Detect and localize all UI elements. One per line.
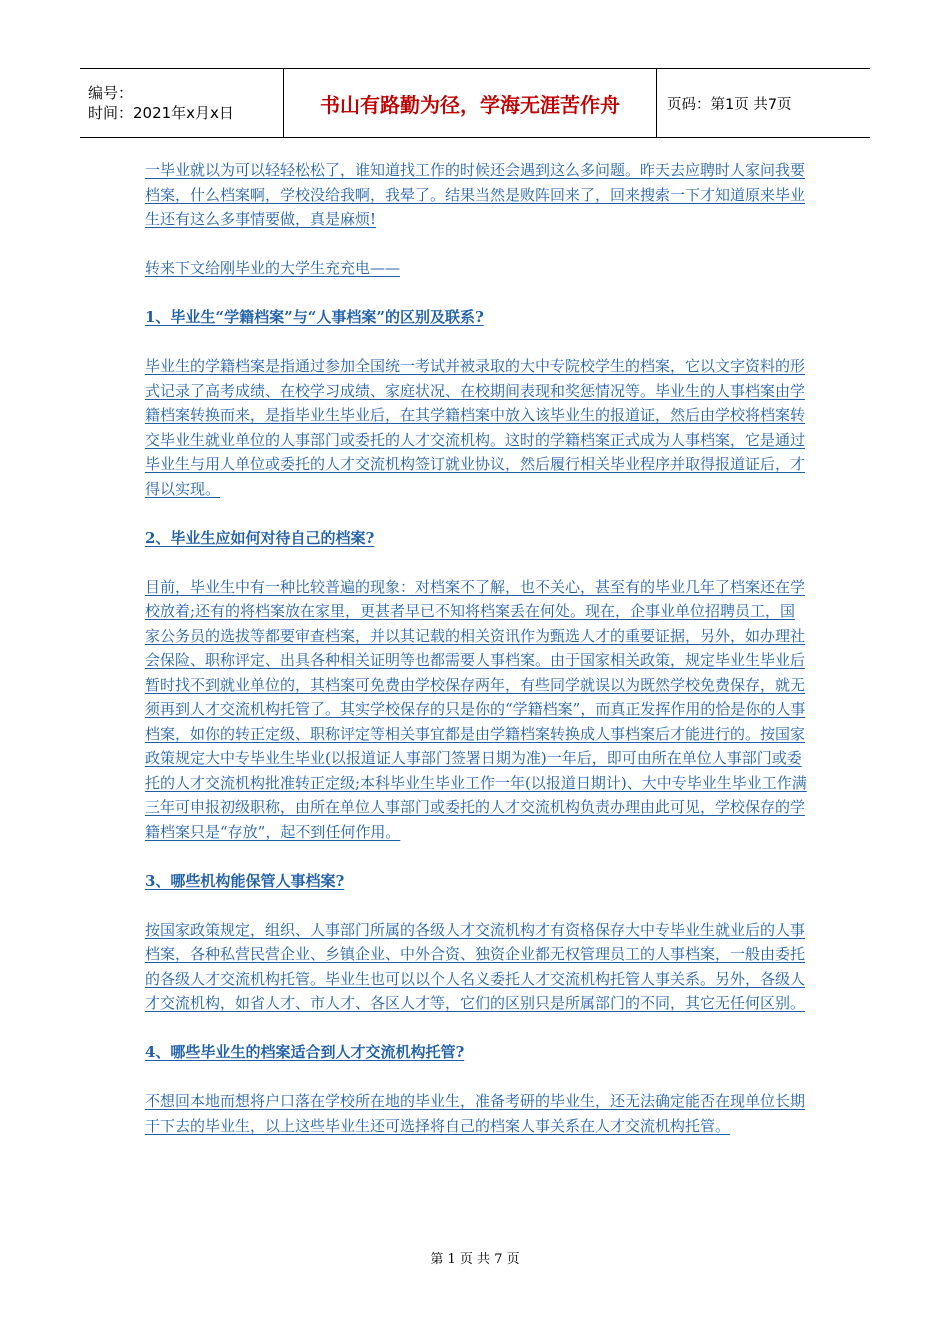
- header-motto-cell: [283, 69, 657, 137]
- header-page-cell: [657, 69, 870, 137]
- header-left-cell: [80, 69, 283, 137]
- intro-transfer-line[interactable]: 转来下文给刚毕业的大学生充充电——: [145, 259, 401, 277]
- section-body-2[interactable]: 目前，毕业生中有一种比较普遍的现象：对档案不了解，也不关心，甚至有的毕业几年了档案还在学校放着;还有的将档案放在家里，更甚者早已不知将档案丢在何处。现在，企事业单位招聘员工，国家公务员的选拔等都要审查档案，并以其记载的相关资讯作为甄选人才的重要证据，另外，如办理社会保险、职称评定、出具各种相关证明等也都需要人事档案。由于国家相关政策，规定毕业生毕业后暂时找不到就业单位的，其档案可免费由学校保存两年，有些同学就误以为既然学校免费保存，就无须再到人才交流机构托管了。其实学校保存的只是你的“学籍档案”，而真正发挥作用的恰是你的人事档案，如你的转正定级、职称评定等相关事宜都是由学籍档案转换成人事档案后才能进行的。按国家政策规定大中专毕业生毕业(以报道证人事部门签署日期为准)一年后，即可由所在单位人事部门或委托的人才交流机构批准转正定级;本科毕业生毕业工作一年(以报道日期计)、大中专毕业生毕业工作满三年可申报初级职称，由所在单位人事部门或委托的人才交流机构负责办理由此可见，学校保存的学籍档案只是“存放”，起不到任何作用。: [145, 577, 807, 841]
- section-heading-2[interactable]: 2、毕业生应如何对待自己的档案?: [145, 528, 375, 547]
- page-footer: 第 1 页 共 7 页: [430, 1252, 520, 1267]
- section-body-4[interactable]: 不想回本地而想将户口落在学校所在地的毕业生，准备考研的毕业生，还无法确定能否在现单位长期干下去的毕业生，以上这些毕业生还可选择将自己的档案人事关系在人才交流机构托管。: [145, 1092, 806, 1135]
- section-heading-1[interactable]: 1、毕业生“学籍档案”与“人事档案”的区别及联系?: [145, 308, 484, 326]
- motto-text: 书山有路勤为径，学海无涯苦作舟: [320, 92, 620, 117]
- number-label: 编号：: [88, 84, 134, 102]
- section-heading-4[interactable]: 4、哪些毕业生的档案适合到人才交流机构托管?: [145, 1043, 465, 1061]
- document-body: [145, 158, 810, 1138]
- time-label: 时间：2021年x月x日: [88, 104, 234, 122]
- section-heading-3[interactable]: 3、哪些机构能保管人事档案?: [145, 871, 345, 890]
- section-body-3[interactable]: 按国家政策规定，组织、人事部门所属的各级人才交流机构才有资格保存大中专毕业生就业后的人事档案，各种私营民营企业、乡镇企业、中外合资、独资企业都无权管理员工的人事档案，一般由委托的各级人才交流机构托管。毕业生也可以以个人名义委托人才交流机构托管人事关系。另外，各级人才交流机构，如省人才、市人才、各区人才等，它们的区别只是所属部门的不同，其它无任何区别。: [145, 920, 806, 1012]
- page-info: 页码：第1页 共7页: [667, 96, 792, 113]
- document-header: [80, 68, 870, 138]
- section-body-1[interactable]: 毕业生的学籍档案是指通过参加全国统一考试并被录取的大中专院校学生的档案，它以文字资料的形式记录了高考成绩、在校学习成绩、家庭状况、在校期间表现和奖惩情况等。毕业生的人事档案由学籍档案转换而来，是指毕业生毕业后，在其学籍档案中放入该毕业生的报道证，然后由学校将档案转交毕业生就业单位的人事部门或委托的人才交流机构。这时的学籍档案正式成为人事档案，它是通过毕业生与用人单位或委托的人才交流机构签订就业协议，然后履行相关毕业程序并取得报道证后，才得以实现。: [145, 357, 806, 498]
- intro-paragraph[interactable]: 一毕业就以为可以轻轻松松了，谁知道找工作的时候还会遇到这么多问题。昨天去应聘时人家问我要档案，什么档案啊，学校没给我啊，我晕了。结果当然是败阵回来了，回来搜索一下才知道原来毕业生还有这么多事情要做，真是麻烦!: [145, 161, 806, 228]
